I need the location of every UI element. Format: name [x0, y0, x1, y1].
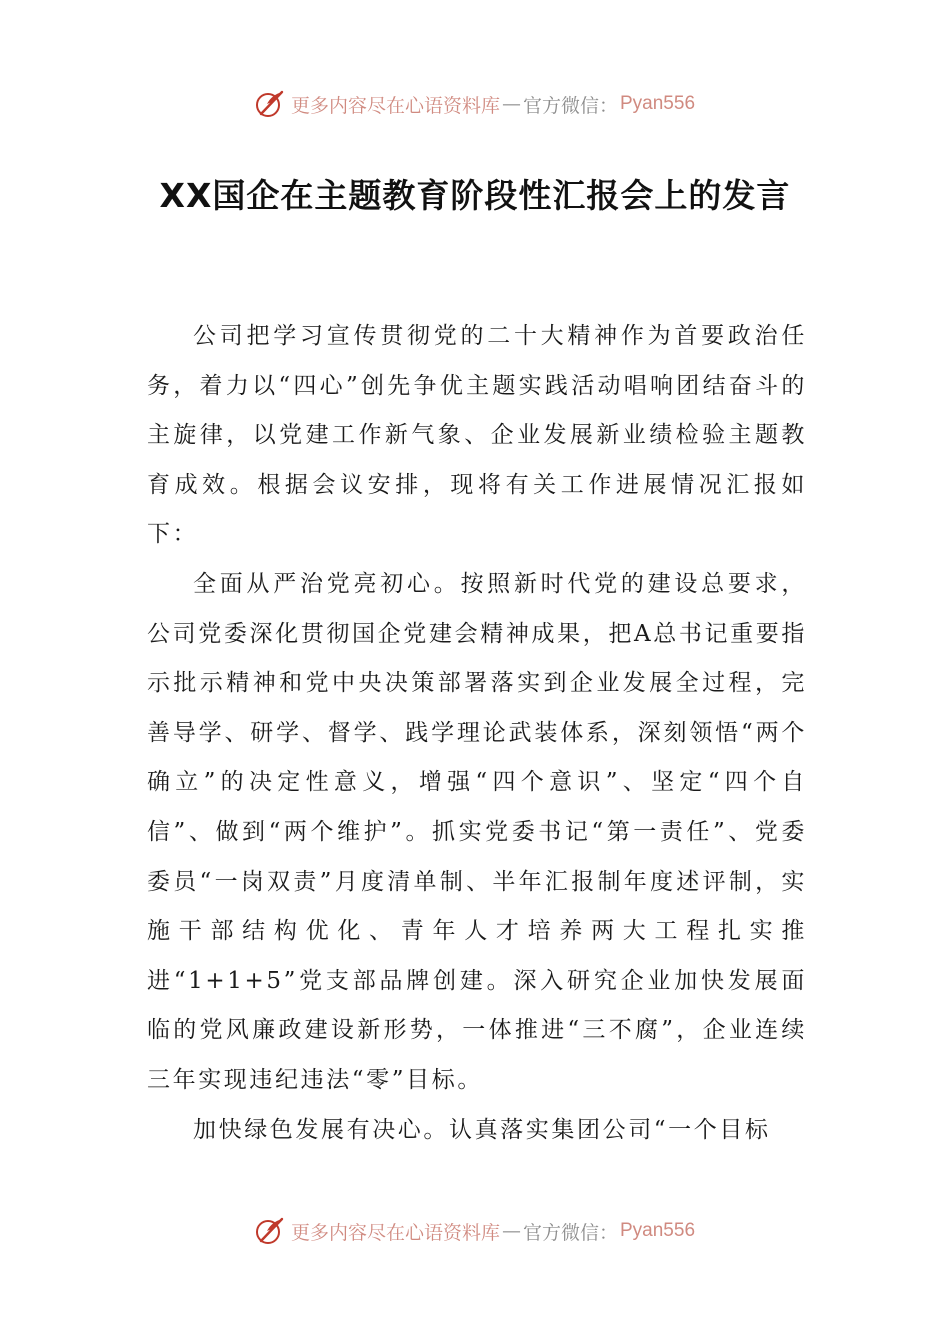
watermark-contact-label: 官方微信： — [522, 1221, 618, 1244]
watermark-text: 更多内容尽在心语资料库 — [290, 94, 500, 117]
watermark-contact-id: Pyan556 — [620, 1220, 696, 1241]
footer-watermark — [0, 1211, 950, 1251]
watermark-dash: — — [501, 1220, 521, 1242]
quill-logo-icon — [255, 1216, 285, 1246]
watermark-text: 更多内容尽在心语资料库 — [290, 1221, 500, 1244]
document-body — [147, 312, 807, 1155]
watermark-contact-id: Pyan556 — [620, 93, 696, 114]
watermark-dash: — — [501, 93, 521, 115]
document-title: XX国企在主题教育阶段性汇报会上的发言 — [159, 176, 791, 215]
header-watermark — [0, 84, 950, 124]
paragraph-party-building: 全面从严治党亮初心。按照新时代党的建设总要求，公司党委深化贯彻国企党建会精神成果，把A总书记重要指示批示精神和党中央决策部署落实到企业发展全过程，完善导学、研学、督学、践学理论武装体系，深刻领悟“两个确立”的决定性意义，增强“四个意识”、坚定“四个自信”、做到“两个维护”。抓实党委书记“第一责任”、党委委员“一岗双责”月度清单制、半年汇报制年度述评制，实施干部结构优化、青年人才培养两大工程扎实推进“1+1+5”党支部品牌创建。深入研究企业加快发展面临的党风廉政建设新形势，一体推进“三不腐”，企业连续三年实现违纪违法“零”目标。 — [147, 570, 807, 1093]
watermark-contact-label: 官方微信： — [522, 94, 618, 117]
paragraph-intro: 公司把学习宣传贯彻党的二十大精神作为首要政治任务，着力以“四心”创先争优主题实践活动唱响团结奋斗的主旋律，以党建工作新气象、企业发展新业绩检验主题教育成效。根据会议安排，现将有关工作进展情况汇报如下： — [147, 323, 807, 548]
quill-logo-icon — [255, 89, 285, 119]
paragraph-green-development: 加快绿色发展有决心。认真落实集团公司“一个目标 — [193, 1116, 771, 1143]
